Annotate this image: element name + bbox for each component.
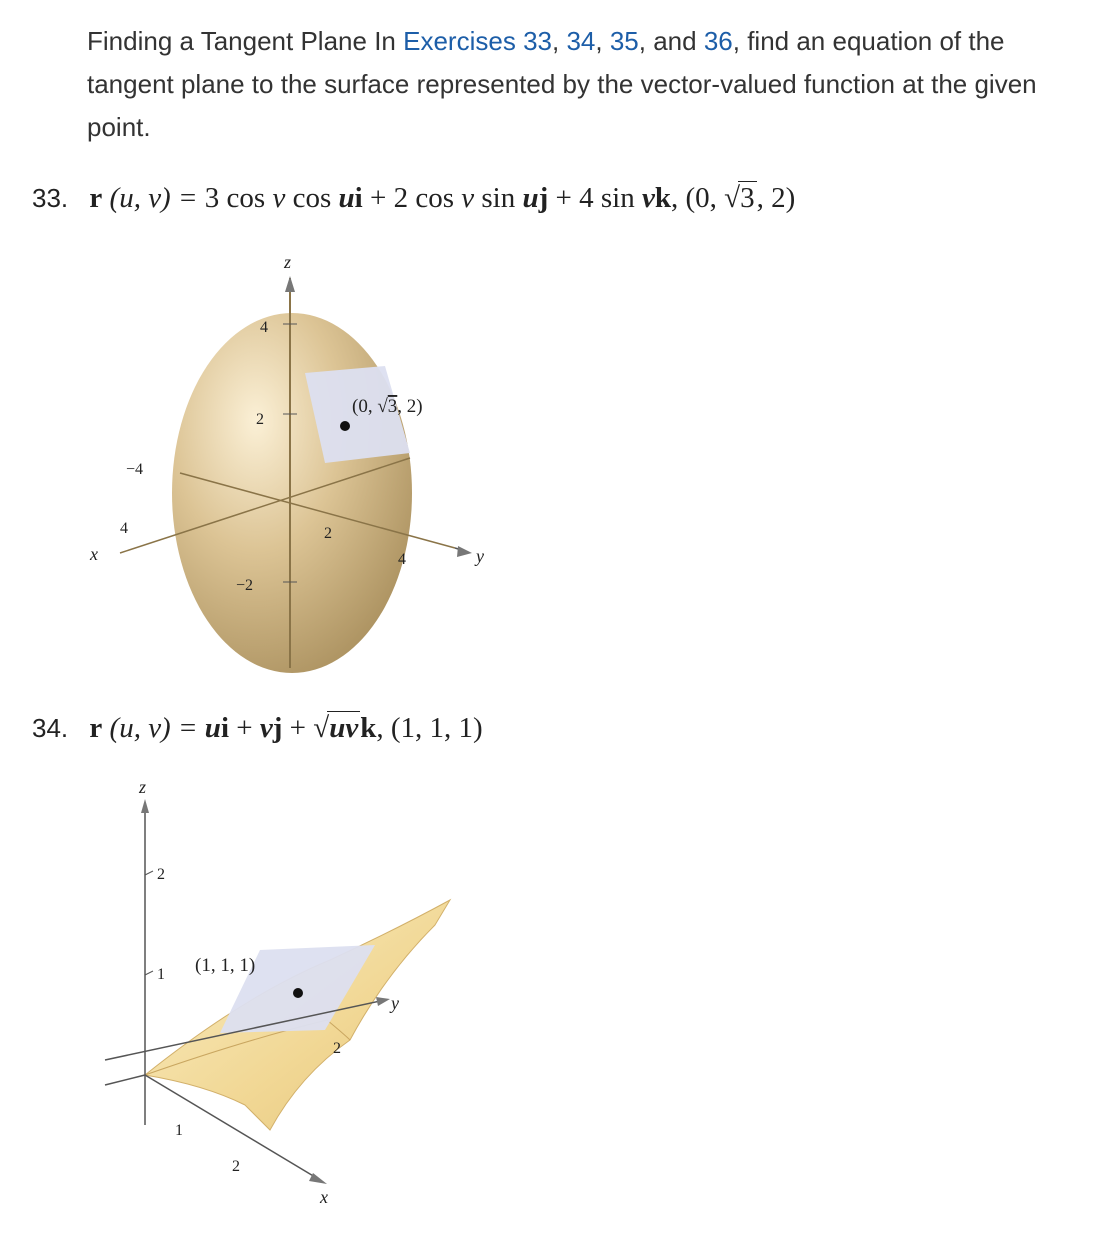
- tick-y-2: 2: [324, 525, 332, 542]
- tick-x-4: 4: [120, 520, 128, 537]
- section-heading: Finding a Tangent Plane: [87, 26, 367, 56]
- point-label: (0, √3, 2): [352, 396, 423, 417]
- point-label: (1, 1, 1): [195, 955, 256, 976]
- z-axis-arrow: [141, 799, 149, 813]
- y-axis-label: y: [476, 546, 484, 566]
- tick-y-2: 2: [333, 1040, 341, 1057]
- x-axis-label: x: [90, 544, 98, 564]
- z-axis-label: z: [139, 777, 147, 797]
- tick-x-2: 2: [232, 1158, 240, 1175]
- tick-x-neg4: −4: [126, 461, 144, 478]
- tick-y-4: 4: [398, 551, 406, 568]
- exercise-number: 34.: [32, 713, 69, 743]
- tick-x-1: 1: [175, 1122, 183, 1139]
- exercise-34-equation: 34. r (u, v) = ui + vj + √uvk, (1, 1, 1): [32, 712, 483, 744]
- exercise-number: 33.: [32, 183, 69, 213]
- tick-z-neg2: −2: [236, 577, 254, 594]
- tick-z-2: 2: [256, 411, 264, 428]
- z-axis-arrow: [285, 276, 295, 292]
- surface-figure: [95, 775, 475, 1215]
- x-axis-label: x: [320, 1187, 328, 1207]
- y-axis-arrow: [376, 997, 390, 1006]
- tick-z-2: 2: [157, 866, 165, 883]
- exercise-35-link[interactable]: 35: [609, 26, 639, 56]
- z-axis-label: z: [284, 252, 292, 272]
- exercises-link[interactable]: Exercises: [403, 26, 516, 56]
- y-axis-label: y: [391, 993, 399, 1013]
- given-point: (0, √3, 2): [685, 182, 796, 214]
- tangent-point: [340, 421, 350, 431]
- intro-tail: , find an equation of the tangent plane to the surface represented by the vector-valued function at the given point.: [87, 26, 1037, 142]
- tick-z-1: 1: [157, 966, 165, 983]
- tangent-point: [293, 988, 303, 998]
- given-point: , (1, 1, 1): [376, 712, 483, 744]
- ellipsoid-figure: [80, 248, 520, 678]
- exercise-33-link[interactable]: 33: [523, 26, 552, 56]
- tick-z-4: 4: [260, 319, 268, 336]
- intro-prefix: In: [374, 26, 396, 56]
- instructions-paragraph: Finding a Tangent Plane In Exercises 33, 34, 35, and 36, find an equation of the tangent plane to the surface represented by the vector-valued function at the given point.: [87, 26, 1037, 142]
- y-axis-arrow: [457, 546, 472, 557]
- exercise-33-equation: 33. r (u, v) = 3 cos v cos ui + 2 cos v sin uj + 4 sin vk, (0, √3, 2): [32, 182, 796, 214]
- exercise-36-link[interactable]: 36: [703, 26, 733, 56]
- exercise-34-link[interactable]: 34: [566, 26, 596, 56]
